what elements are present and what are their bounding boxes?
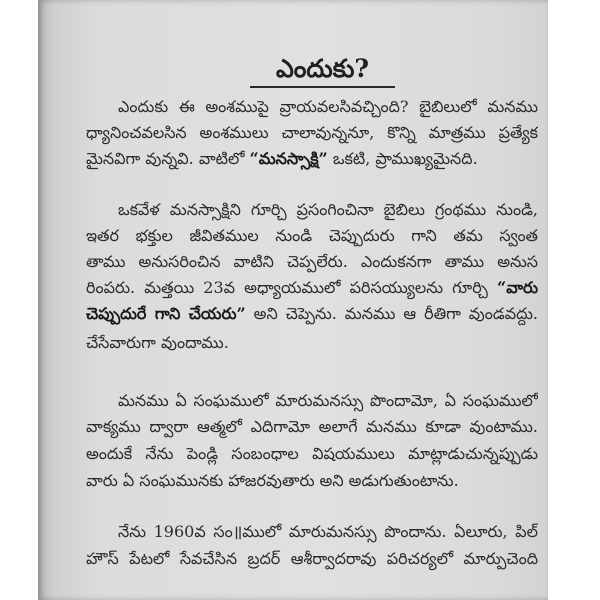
text-segment: మైనవిగా వున్నవి. వాటిలో: [86, 149, 250, 168]
emphasis-quote-start: “వారు: [497, 278, 538, 297]
text-segment: రింపరు. మత్తయి 23వ అధ్యాయములో పరిసయ్యులను గూర్చి: [86, 278, 497, 297]
paragraph-3-line-3: అందుకే నేను పెండ్లి సంబంధాల విషయములు మాట్లాడుచున్నప్పుడు: [86, 444, 538, 463]
paragraph-2-line-1: ఒకవేళ మనస్సాక్షిని గూర్చి ప్రసంగించినా బైబిలు గ్రంథము నుండి,: [118, 200, 538, 219]
paragraph-3-line-4: వారు ఏ సంఘమునకు హాజరవుతారు అని అడుగుతుంటాను.: [86, 471, 459, 490]
text-segment: ఒకటి, ప్రాముఖ్యమైనది.: [327, 149, 478, 168]
emphasis-quote-end: చెప్పుదురే గాని చేయరు”: [86, 304, 246, 323]
paragraph-1-line-2: ధ్యానించవలసిన అంశములు చాలావున్ననూ, కొన్ని మాత్రము ప్రత్యేక: [86, 123, 538, 142]
paragraph-2-line-4: [86, 275, 538, 301]
paragraph-1-line-1: ఎందుకు ఈ అంశముపై వ్రాయవలసివచ్చింది? బైబిలులో మనము: [118, 97, 538, 116]
paragraph-2-line-3: తాము అనుసరించిన వాటిని చెప్పలేరు. ఎందుకనగా తాము అనుస: [86, 252, 538, 271]
text-segment: అని చెప్పెను. మనము ఆ రీతిగా వుండవద్దు.: [245, 304, 538, 323]
paragraph-4-line-2: హౌస్ పేటలో సేవచేసిన బ్రదర్ ఆశీర్వాదరావు పరిచర్యలో మార్పుచెంది: [86, 549, 538, 568]
paragraph-3-line-1: మనము ఏ సంఘములో మారుమనస్సు పొందామో, ఏ సంఘములో: [118, 391, 538, 410]
paragraph-2-line-2: ఇతర భక్తుల జీవితముల నుండి చెప్పుదురు గాని తమ స్వంత: [86, 226, 538, 245]
paragraph-1-line-3: [86, 146, 538, 172]
paragraph-2-line-6: చేసేవారుగా వుందాము.: [86, 333, 229, 352]
paragraph-3-line-2: వాక్యము ద్వారా ఆత్మలో ఎదిగామో అలాగే మనము కూడా వుంటాము.: [86, 417, 538, 436]
emphasis-conscience: “మనస్సాక్షి”: [249, 149, 328, 168]
paragraph-2-line-5: [86, 301, 538, 327]
chapter-title: ఎందుకు?: [250, 52, 395, 88]
paragraph-4-line-1: నేను 1960వ సం॥ములో మారుమనస్సు పొందాను. ఏలూరు, పిల్: [118, 522, 538, 541]
